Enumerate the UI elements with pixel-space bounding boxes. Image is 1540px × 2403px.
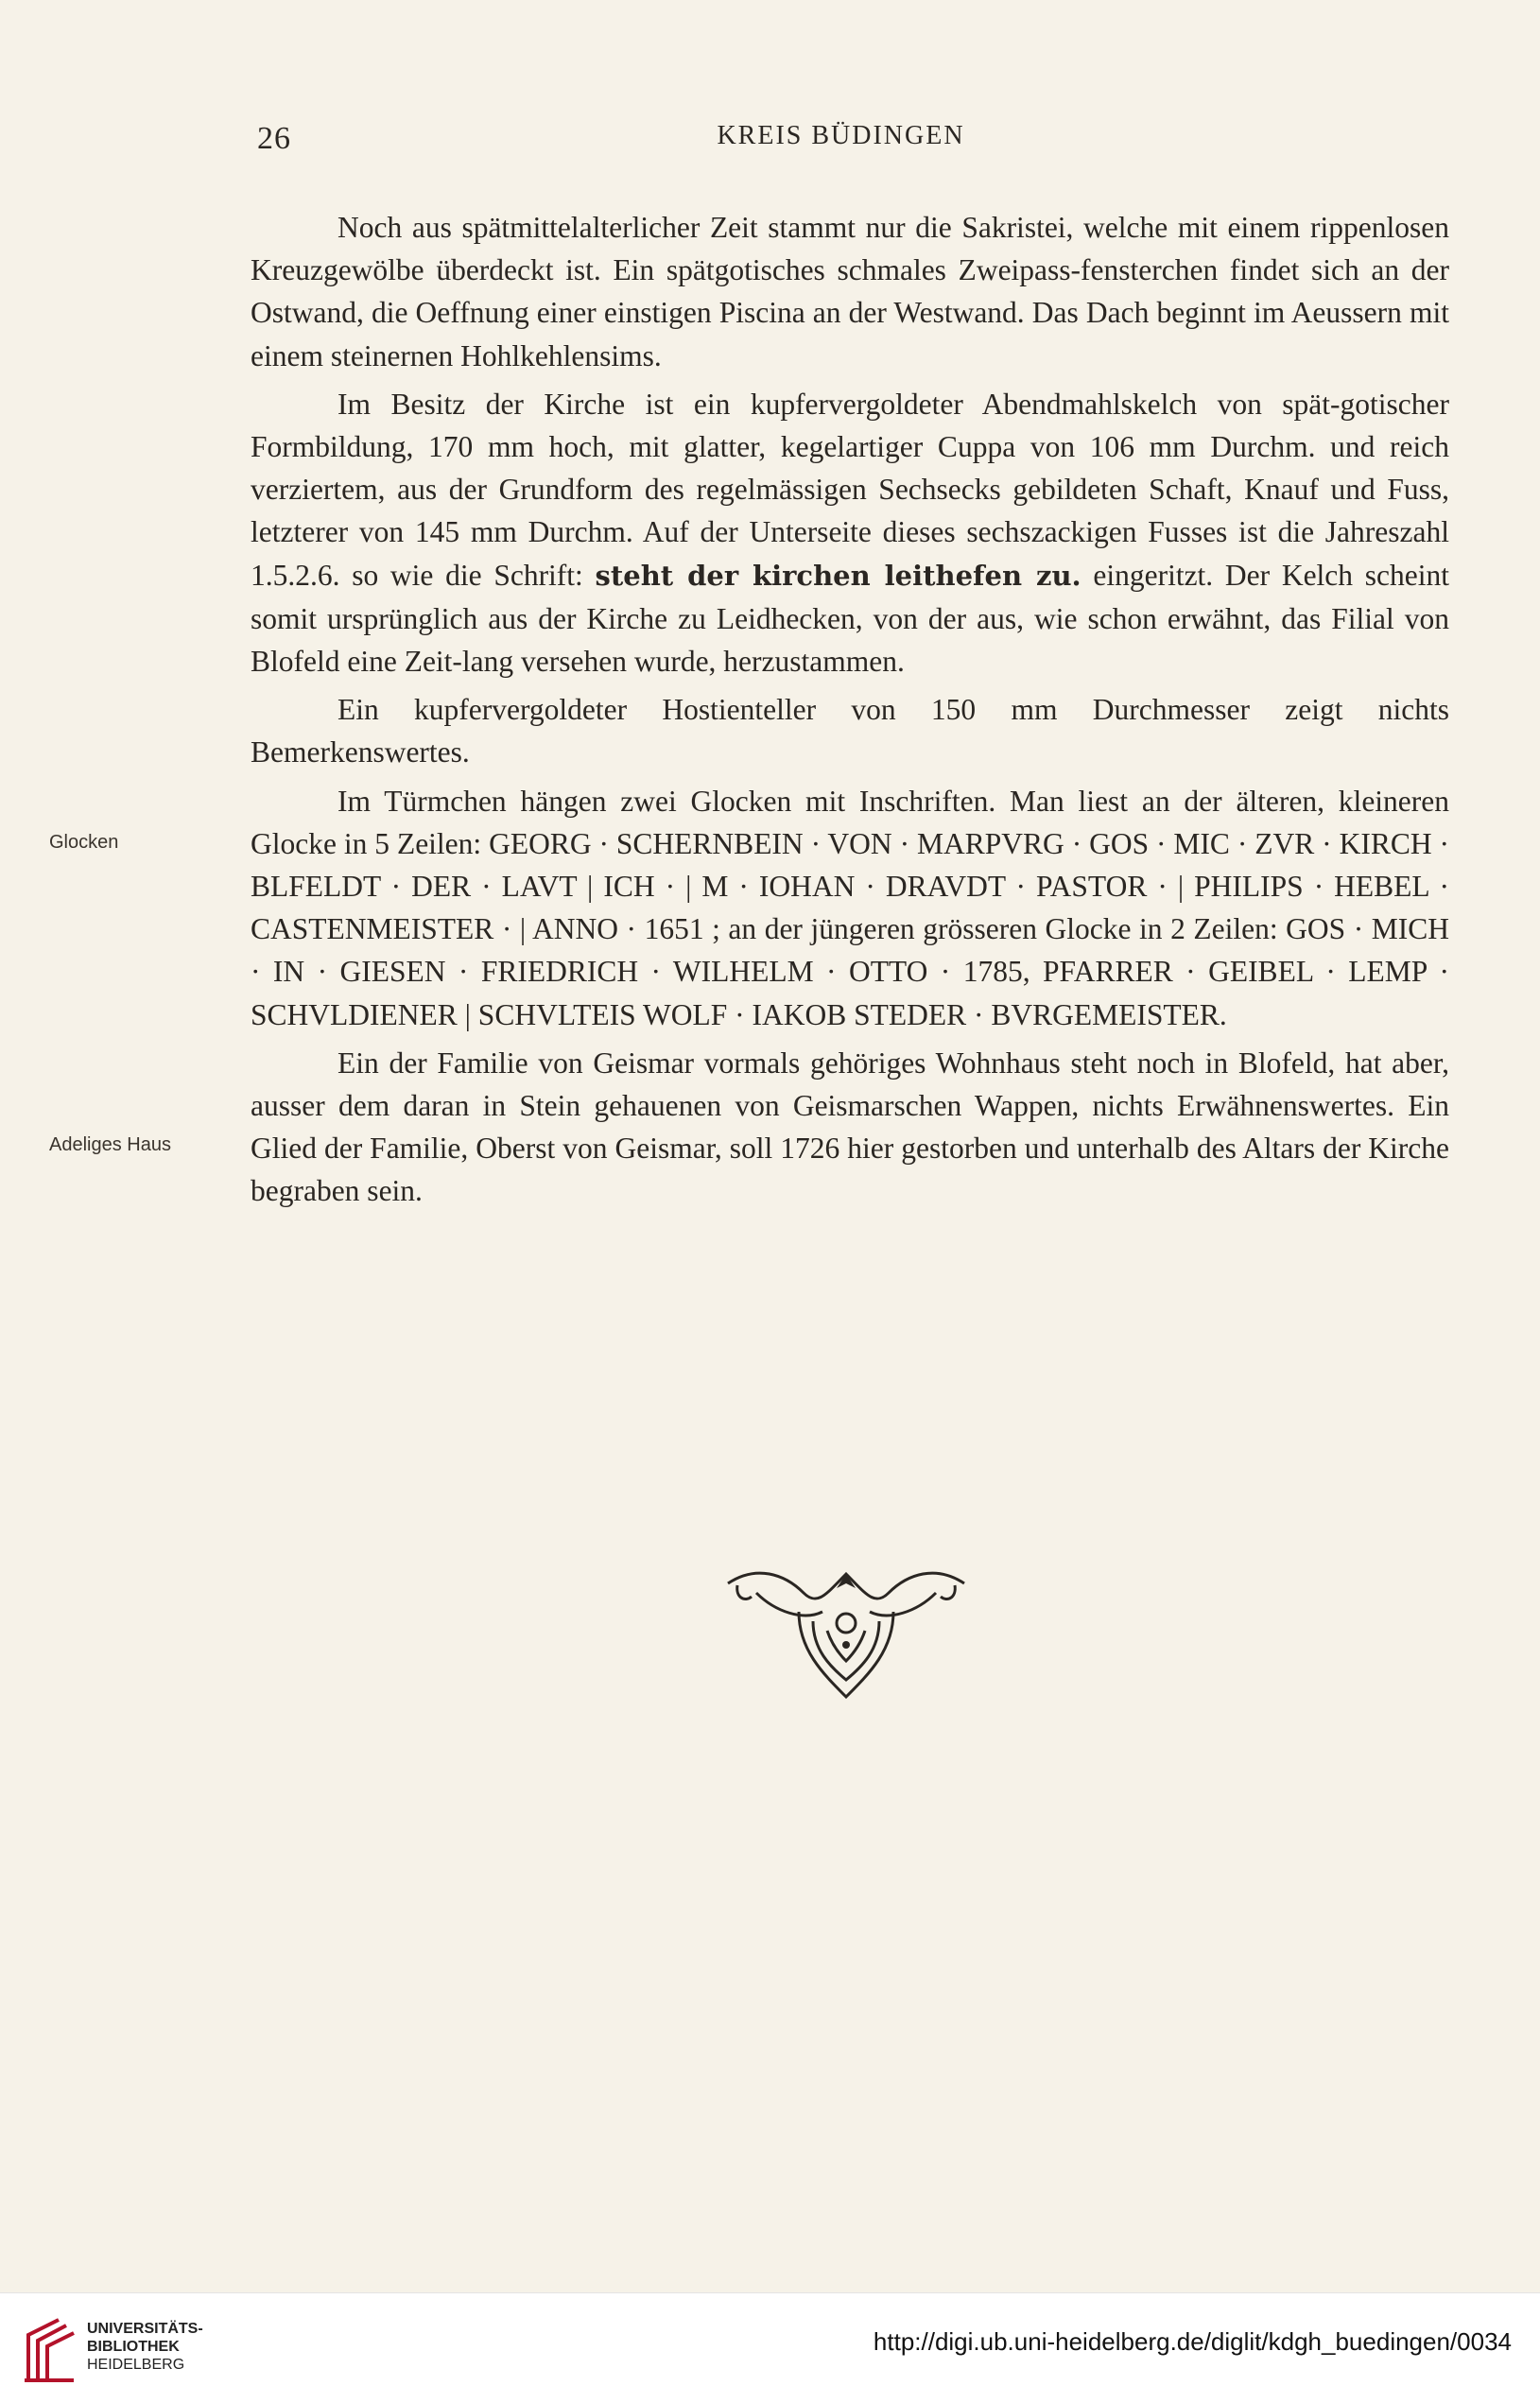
decorative-ornament-icon — [718, 1555, 974, 1706]
year-inscription: 1.5.2.6. — [251, 558, 340, 592]
paragraph-abendmahlskelch-part3: eingeritzt. Der Kelch scheint somit ursprünglich aus der Kirche zu Leidhecken, von der aus, wie schon erwähnt, das Filial von Blofeld eine Zeit-lang versehen wurde, herzustammen. — [251, 558, 1449, 679]
library-name-line3: HEIDELBERG — [87, 2357, 185, 2373]
library-name-line2: BIBLIOTHEK — [87, 2339, 180, 2355]
paragraph-abendmahlskelch-part1: Im Besitz der Kirche ist ein kupfervergoldeter Abendmahlskelch von spät-gotischer Formbildung, 170 mm hoch, mit glatter, kegelartiger Cuppa von 106 mm Durchm. und reich verziertem, aus der Grundform des regelmässigen Sechsecks gebildeten Schaft, Knauf und Fuss, letzterer von 145 mm Durchm. Auf der Unterseite dieses sechszackigen Fusses ist die Jahreszahl — [251, 387, 1449, 549]
library-name — [87, 2320, 203, 2374]
body-text — [251, 206, 1449, 1219]
library-name-line1: UNIVERSITÄTS- — [87, 2321, 203, 2337]
paragraph-abendmahlskelch-part2: so wie die Schrift: — [339, 558, 596, 592]
library-logo-icon — [21, 2312, 78, 2384]
source-url-link[interactable]: http://digi.ub.uni-heidelberg.de/diglit/kdgh_buedingen/0034 — [873, 2327, 1512, 2356]
blackletter-inscription: steht der kirchen leithefen zu. — [595, 559, 1081, 592]
paragraph-abendmahlskelch — [251, 383, 1449, 683]
footer-bar — [0, 2292, 1540, 2403]
paragraph-hostienteller: Ein kupfervergoldeter Hostienteller von 150 mm Durchmesser zeigt nichts Bemerkenswertes. — [251, 693, 1449, 769]
paragraph-glocken: Im Türmchen hängen zwei Glocken mit Inschriften. Man liest an der älteren, kleineren Glocke in 5 Zeilen: GEORG · SCHERNBEIN · VON · MARPVRG · GOS · MIC · ZVR · KIRCH · BLFELDT · DER · LAVT | ICH · | M · IOHAN · DRAVDT · PASTOR · | PHILIPS · HEBEL · CASTENMEISTER · | ANNO · 1651 ; an der jüngeren grösseren Glocke in 2 Zeilen: GOS · MICH · IN · GIESEN · FRIEDRICH · WILHELM · OTTO · 1785, PFARRER · GEIBEL · LEMP · SCHVLDIENER | SCHVLTEIS WOLF · IAKOB STEDER · BVRGEMEISTER. — [251, 784, 1449, 1031]
running-head: KREIS BÜDINGEN — [717, 121, 965, 150]
paragraph-sakristei: Noch aus spätmittelalterlicher Zeit stammt nur die Sakristei, welche mit einem rippenlosen Kreuzgewölbe überdeckt ist. Ein spätgotisches schmales Zweipass-fensterchen findet sich an der Ostwand, die Oeffnung einer einstigen Piscina an der Westwand. Das Dach beginnt im Aeussern mit einem steinernen Hohlkehlensims. — [251, 211, 1449, 372]
paragraph-adeliges-haus: Ein der Familie von Geismar vormals gehöriges Wohnhaus steht noch in Blofeld, hat aber, ausser dem daran in Stein gehauenen von Geismarschen Wappen, nichts Erwähnenswertes. Ein Glied der Familie, Oberst von Geismar, soll 1726 hier gestorben und unterhalb des Altars der Kirche begraben sein. — [251, 1046, 1449, 1208]
margin-note-glocken: Glocken — [49, 832, 119, 853]
margin-note-adeliges-haus: Adeliges Haus — [49, 1134, 171, 1155]
page-number: 26 — [257, 121, 291, 156]
